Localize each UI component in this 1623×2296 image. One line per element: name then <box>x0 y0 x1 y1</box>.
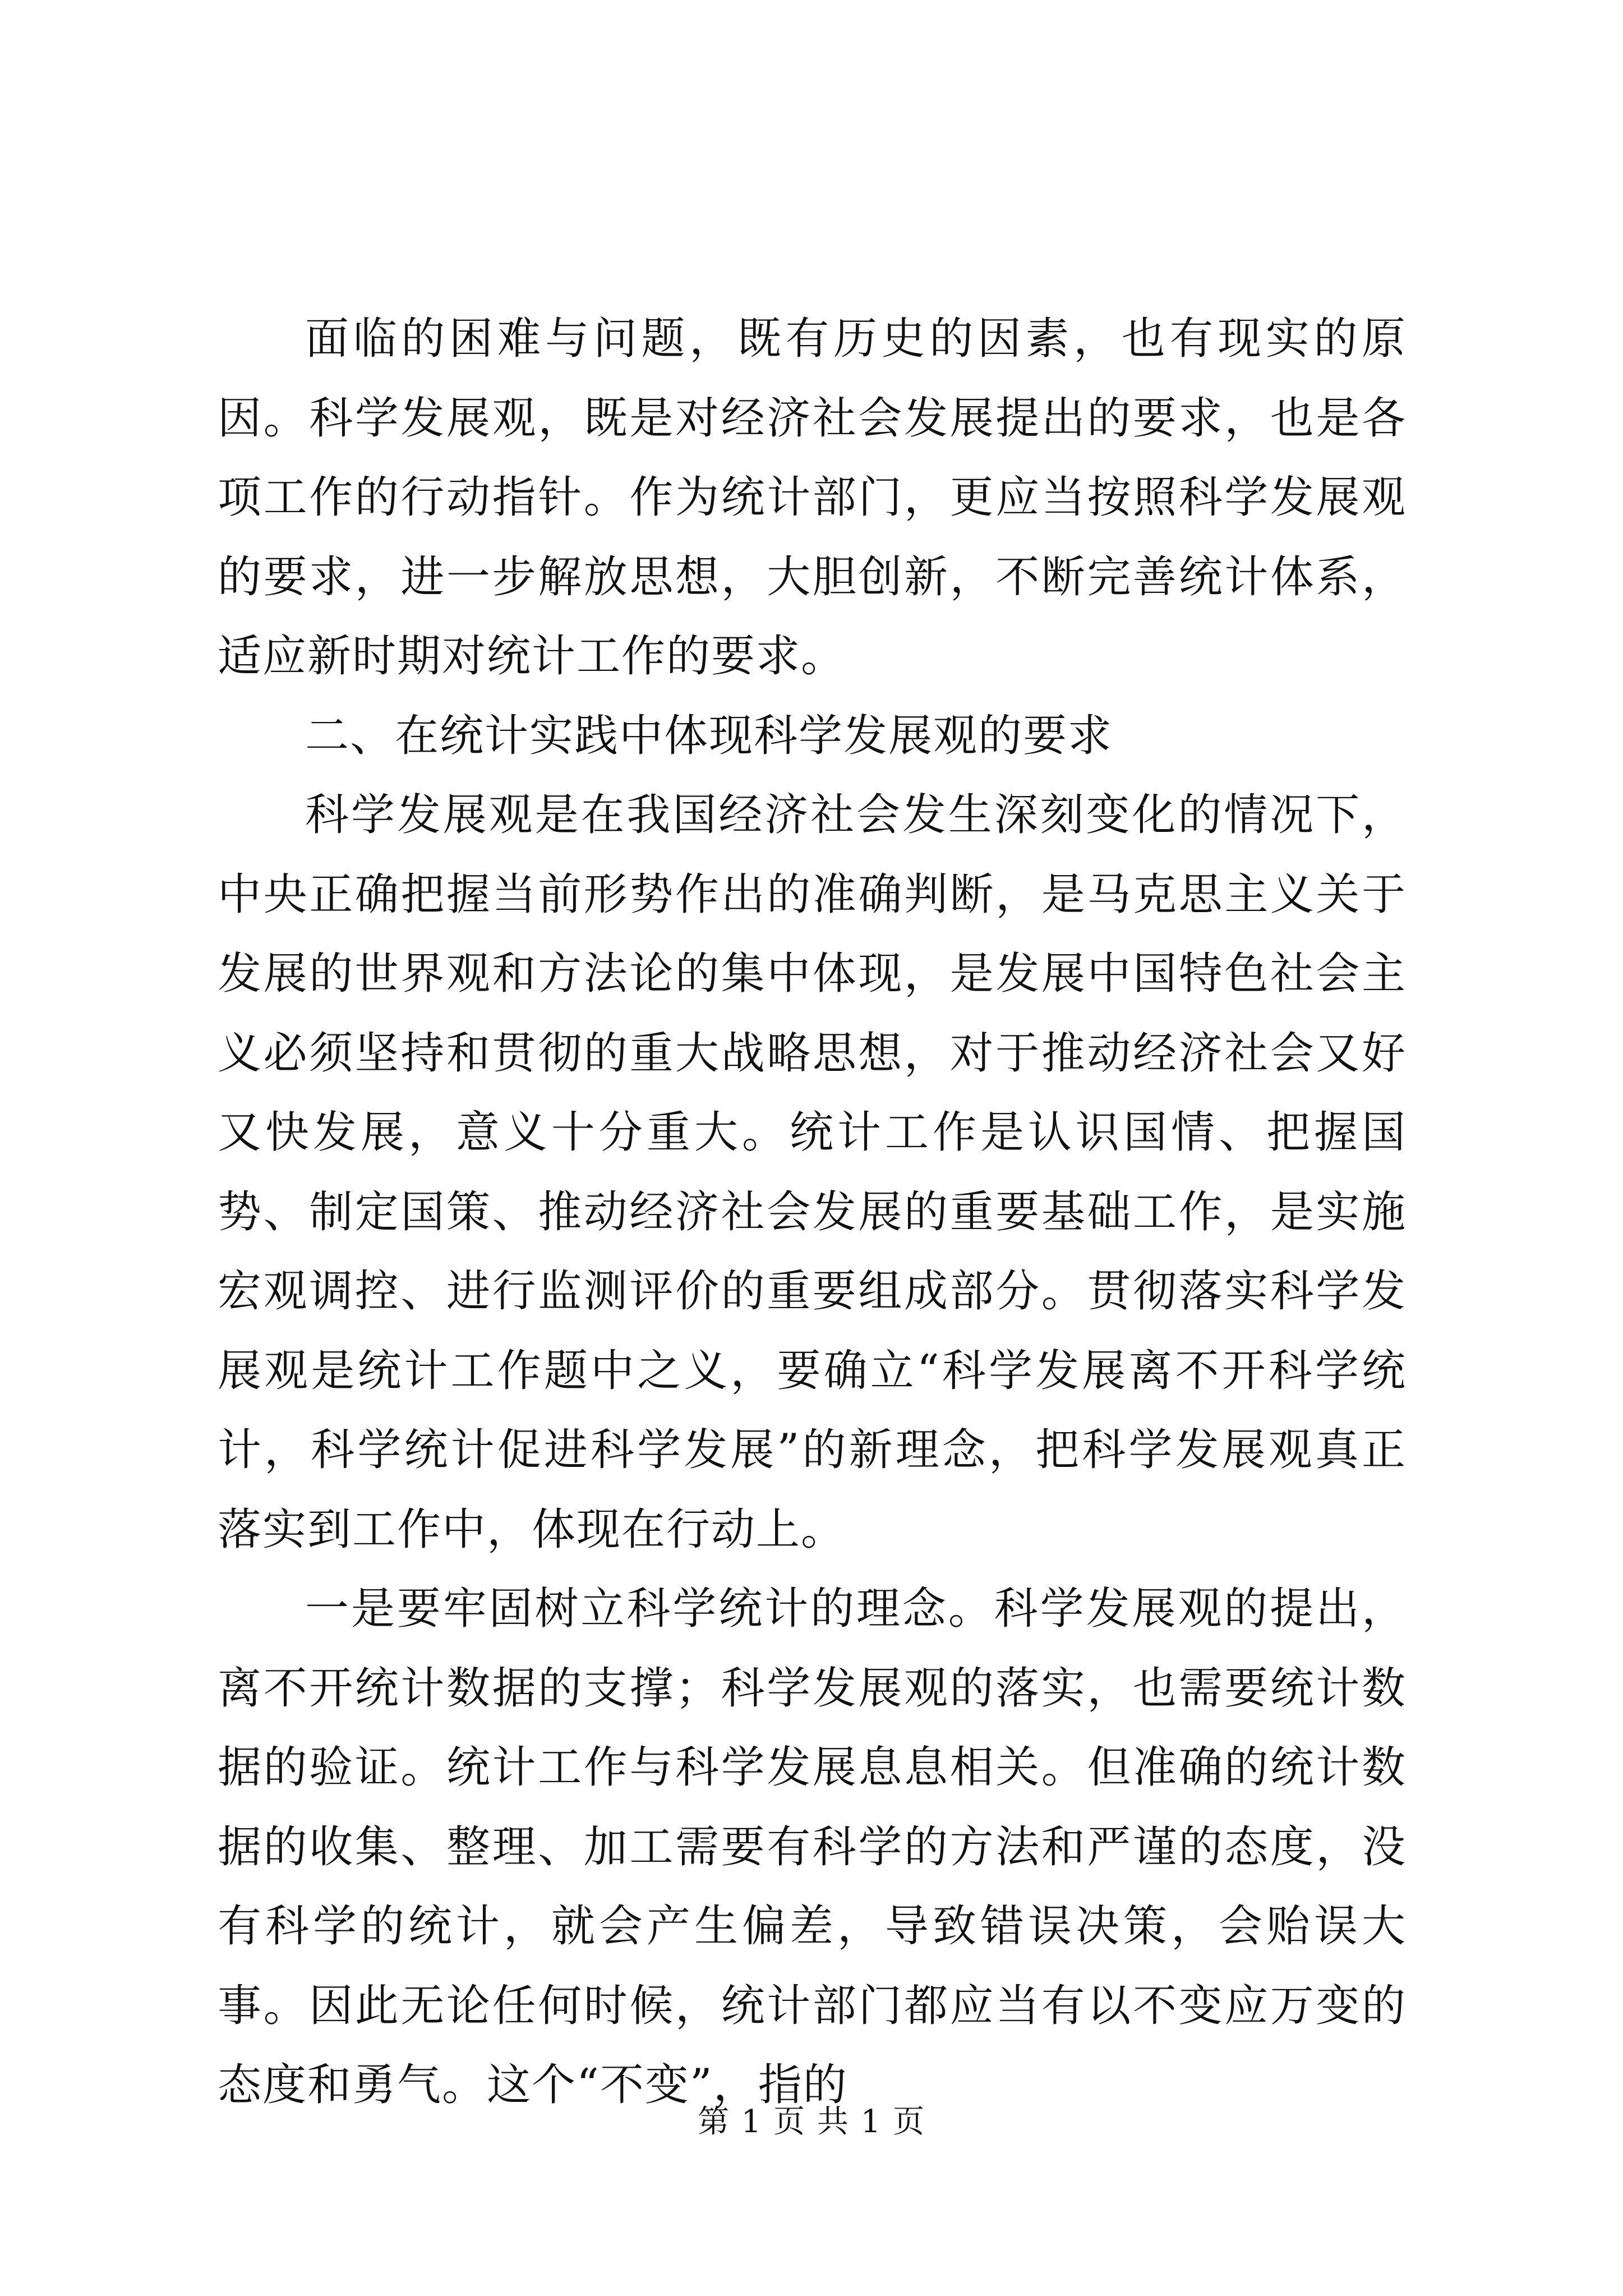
document-body <box>218 300 1407 2125</box>
paragraph-3: 一是要牢固树立科学统计的理念。科学发展观的提出，离不开统计数据的支撑；科学发展观的落实，也需要统计数据的验证。统计工作与科学发展息息相关。但准确的统计数据的收集、整理、加工需要有科学的方法和严谨的态度，没有科学的统计，就会产生偏差，导致错误决策，会贻误大事。因此无论任何时候，统计部门都应当有以不变应万变的态度和勇气。这个“不变”，指的 <box>218 1584 1407 2110</box>
paragraph-2: 科学发展观是在我国经济社会发生深刻变化的情况下，中央正确把握当前形势作出的准确判断，是马克思主义关于发展的世界观和方法论的集中体现，是发展中国特色社会主义必须坚持和贯彻的重大战略思想，对于推动经济社会又好又快发展，意义十分重大。统计工作是认识国情、把握国势、制定国策、推动经济社会发展的重要基础工作，是实施宏观调控、进行监测评价的重要组成部分。贯彻落实科学发展观是统计工作题中之义，要确立“科学发展离不开科学统计，科学统计促进科学发展”的新理念，把科学发展观真正落实到工作中，体现在行动上。 <box>218 790 1407 1555</box>
page-footer: 第 1 页 共 1 页 <box>697 2104 926 2140</box>
paragraph-1: 面临的困难与问题，既有历史的因素，也有现实的原因。科学发展观，既是对经济社会发展提出的要求，也是各项工作的行动指针。作为统计部门，更应当按照科学发展观的要求，进一步解放思想，大胆创新，不断完善统计体系，适应新时期对统计工作的要求。 <box>218 314 1407 682</box>
section-heading: 二、在统计实践中体现科学发展观的要求 <box>305 710 1113 761</box>
